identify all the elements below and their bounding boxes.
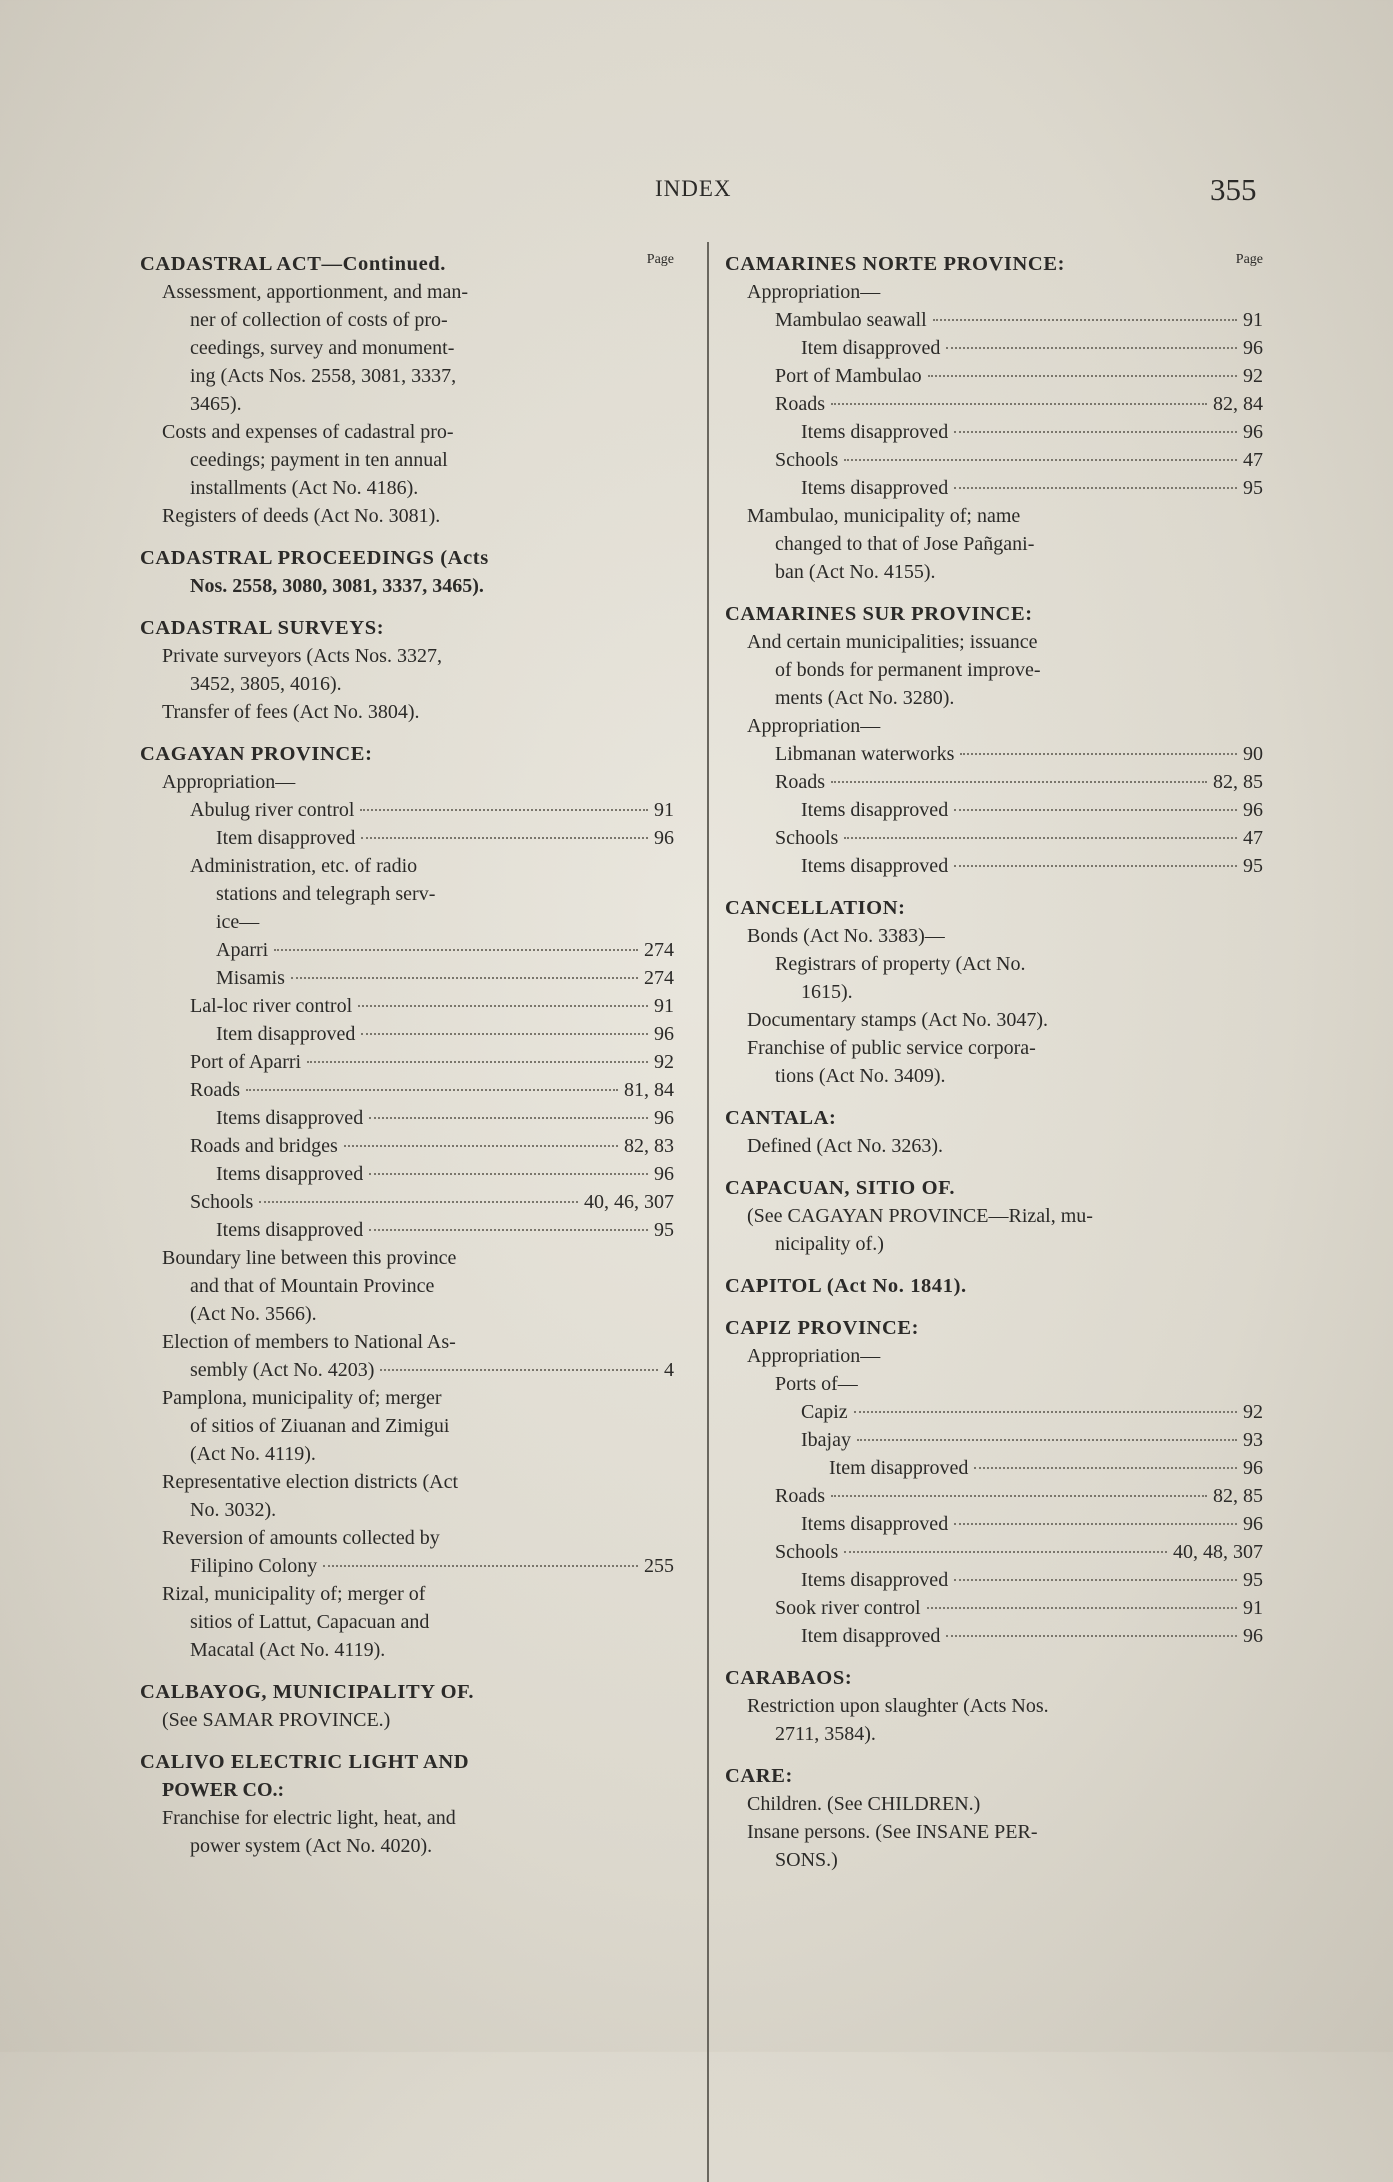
entry-text: Registers of deeds (Act No. 3081).	[162, 505, 441, 527]
entry-text: 1615).	[801, 981, 853, 1003]
page-reference: 96	[654, 1163, 674, 1185]
entry-text: Schools	[775, 449, 839, 471]
entry-text: Appropriation—	[747, 1345, 881, 1367]
dot-leader	[361, 837, 648, 839]
index-entry	[725, 950, 1263, 978]
left-column	[140, 250, 674, 1860]
dot-leader	[831, 781, 1207, 783]
page-reference: 96	[654, 1023, 674, 1045]
entry-text: Port of Aparri	[190, 1051, 302, 1073]
entry-text: Libmanan waterworks	[775, 743, 955, 765]
dot-leader	[954, 431, 1237, 433]
dot-leader	[954, 487, 1237, 489]
index-entry	[725, 1132, 1263, 1160]
index-entry	[140, 1776, 674, 1804]
index-entry	[140, 1832, 674, 1860]
dot-leader	[323, 1565, 638, 1567]
index-entry	[140, 1524, 674, 1552]
index-entry	[725, 1034, 1263, 1062]
entry-text: installments (Act No. 4186).	[190, 477, 419, 499]
dot-leader	[857, 1439, 1237, 1441]
index-heading	[725, 1104, 1263, 1132]
entry-text: Items disapproved	[801, 477, 949, 499]
index-entry	[140, 880, 674, 908]
entry-text: CADASTRAL PROCEEDINGS (Acts	[140, 547, 489, 569]
dot-leader	[246, 1089, 618, 1091]
index-entry	[140, 852, 674, 880]
entry-text: Item disapproved	[801, 1625, 941, 1647]
entry-text: (Act No. 4119).	[190, 1443, 316, 1465]
page-column-label: Page	[1235, 252, 1263, 267]
page-reference: 92	[1243, 1401, 1263, 1423]
entry-text: ban (Act No. 4155).	[775, 561, 936, 583]
index-entry	[140, 1272, 674, 1300]
entry-text: CAGAYAN PROVINCE:	[140, 743, 373, 765]
entry-text: Aparri	[216, 939, 269, 961]
index-entry	[725, 446, 1263, 474]
page-reference: 274	[644, 939, 674, 961]
page-reference: 96	[1243, 1457, 1263, 1479]
index-entry	[140, 698, 674, 726]
entry-text: Item disapproved	[216, 827, 356, 849]
index-entry	[140, 1048, 674, 1076]
index-entry	[140, 1496, 674, 1524]
entry-text: Reversion of amounts collected by	[162, 1527, 440, 1549]
index-entry	[140, 1216, 674, 1244]
entry-text: Restriction upon slaughter (Acts Nos.	[747, 1695, 1049, 1717]
dot-leader	[933, 319, 1237, 321]
index-entry	[140, 1328, 674, 1356]
index-entry	[725, 1692, 1263, 1720]
page-reference: 92	[654, 1051, 674, 1073]
entry-text: Sook river control	[775, 1597, 921, 1619]
page-reference: 96	[654, 827, 674, 849]
entry-text: nicipality of.)	[775, 1233, 884, 1255]
page-reference: 82, 85	[1213, 1485, 1263, 1507]
index-entry	[140, 1384, 674, 1412]
entry-text: Mambulao, municipality of; name	[747, 505, 1021, 527]
dot-leader	[274, 949, 638, 951]
page-reference: 95	[1243, 1569, 1263, 1591]
entry-text: Administration, etc. of radio	[190, 855, 418, 877]
entry-text: ing (Acts Nos. 2558, 3081, 3337,	[190, 365, 457, 387]
index-entry	[725, 362, 1263, 390]
page-reference: 40, 46, 307	[584, 1191, 674, 1213]
page-reference: 91	[654, 799, 674, 821]
entry-text: CANTALA:	[725, 1107, 837, 1129]
dot-leader	[927, 1607, 1237, 1609]
index-entry	[140, 474, 674, 502]
page-reference: 92	[1243, 365, 1263, 387]
index-entry	[140, 1188, 674, 1216]
index-entry	[140, 1160, 674, 1188]
entry-text: Schools	[775, 827, 839, 849]
index-entry	[725, 1818, 1263, 1846]
entry-text: And certain municipalities; issuance	[747, 631, 1038, 653]
entry-text: 3452, 3805, 4016).	[190, 673, 342, 695]
index-entry	[140, 1706, 674, 1734]
index-heading	[140, 544, 674, 572]
page-reference: 40, 48, 307	[1173, 1541, 1263, 1563]
entry-text: CANCELLATION:	[725, 897, 906, 919]
entry-text: (Act No. 3566).	[190, 1303, 317, 1325]
index-entry	[725, 656, 1263, 684]
page-reference: 82, 83	[624, 1135, 674, 1157]
index-heading	[725, 250, 1263, 278]
index-entry	[140, 278, 674, 306]
index-entry	[140, 1076, 674, 1104]
index-heading	[140, 1678, 674, 1706]
index-heading	[725, 1272, 1263, 1300]
entry-text: CAMARINES NORTE PROVINCE:	[725, 253, 1066, 275]
index-entry	[140, 1440, 674, 1468]
entry-text: Roads	[190, 1079, 240, 1101]
entry-text: Lal-loc river control	[190, 995, 353, 1017]
dot-leader	[369, 1117, 648, 1119]
index-entry	[140, 502, 674, 530]
entry-text: tions (Act No. 3409).	[775, 1065, 946, 1087]
index-entry	[725, 1846, 1263, 1874]
index-entry	[140, 796, 674, 824]
dot-leader	[360, 809, 648, 811]
entry-text: Appropriation—	[747, 715, 881, 737]
index-entry	[725, 1006, 1263, 1034]
dot-leader	[954, 809, 1237, 811]
entry-text: Registrars of property (Act No.	[775, 953, 1026, 975]
index-entry	[140, 1636, 674, 1664]
index-heading	[725, 600, 1263, 628]
index-entry	[140, 1132, 674, 1160]
entry-text: 3465).	[190, 393, 242, 415]
page-number: 355	[1210, 172, 1257, 207]
page-reference: 274	[644, 967, 674, 989]
dot-leader	[307, 1061, 648, 1063]
index-entry	[725, 1342, 1263, 1370]
entry-text: Defined (Act No. 3263).	[747, 1135, 944, 1157]
page-reference: 4	[664, 1359, 674, 1381]
page-reference: 96	[654, 1107, 674, 1129]
page-reference: 96	[1243, 337, 1263, 359]
running-title: INDEX	[655, 176, 732, 201]
entry-text: Roads	[775, 771, 825, 793]
entry-text: Items disapproved	[216, 1107, 364, 1129]
index-entry	[725, 1510, 1263, 1538]
index-entry	[725, 1398, 1263, 1426]
index-entry	[725, 712, 1263, 740]
page-reference: 91	[1243, 309, 1263, 331]
dot-leader	[954, 1523, 1237, 1525]
index-entry	[725, 1594, 1263, 1622]
entry-text: Macatal (Act No. 4119).	[190, 1639, 386, 1661]
entry-text: Rizal, municipality of; merger of	[162, 1583, 426, 1605]
entry-text: Items disapproved	[216, 1163, 364, 1185]
index-entry	[725, 922, 1263, 950]
entry-text: POWER CO.:	[162, 1779, 285, 1801]
index-entry	[140, 908, 674, 936]
index-entry	[140, 1020, 674, 1048]
entry-text: CADASTRAL ACT—Continued.	[140, 253, 447, 275]
dot-leader	[291, 977, 638, 979]
entry-text: Items disapproved	[801, 855, 949, 877]
entry-text: Item disapproved	[801, 337, 941, 359]
entry-text: of sitios of Ziuanan and Zimigui	[190, 1415, 450, 1437]
dot-leader	[954, 865, 1237, 867]
page-reference: 82, 85	[1213, 771, 1263, 793]
entry-text: Roads and bridges	[190, 1135, 338, 1157]
dot-leader	[369, 1229, 648, 1231]
index-entry	[140, 1412, 674, 1440]
entry-text: Representative election districts (Act	[162, 1471, 459, 1493]
index-entry	[725, 1230, 1263, 1258]
entry-text: Boundary line between this province	[162, 1247, 457, 1269]
index-heading	[140, 614, 674, 642]
entry-text: Abulug river control	[190, 799, 355, 821]
index-entry	[140, 446, 674, 474]
entry-text: (See CAGAYAN PROVINCE—Rizal, mu-	[747, 1205, 1093, 1227]
entry-text: Item disapproved	[216, 1023, 356, 1045]
index-entry	[725, 278, 1263, 306]
index-entry	[140, 306, 674, 334]
entry-text: Item disapproved	[829, 1457, 969, 1479]
entry-text: Mambulao seawall	[775, 309, 927, 331]
entry-text: Items disapproved	[801, 421, 949, 443]
right-column	[725, 250, 1263, 1874]
column-divider	[707, 242, 709, 2182]
dot-leader	[844, 837, 1237, 839]
index-entry	[725, 1720, 1263, 1748]
entry-text: changed to that of Jose Pañgani-	[775, 533, 1035, 555]
entry-text: CAPIZ PROVINCE:	[725, 1317, 920, 1339]
index-entry	[140, 362, 674, 390]
dot-leader	[954, 1579, 1237, 1581]
page-reference: 81, 84	[624, 1079, 674, 1101]
entry-text: Schools	[190, 1191, 254, 1213]
index-heading	[725, 1664, 1263, 1692]
index-entry	[140, 418, 674, 446]
entry-text: power system (Act No. 4020).	[190, 1835, 433, 1857]
index-entry	[725, 768, 1263, 796]
index-entry	[725, 530, 1263, 558]
entry-text: ice—	[216, 911, 260, 933]
index-entry	[140, 1244, 674, 1272]
index-entry	[725, 1202, 1263, 1230]
entry-text: Assessment, apportionment, and man-	[162, 281, 469, 303]
page-column-label: Page	[646, 252, 674, 267]
entry-text: Items disapproved	[801, 1569, 949, 1591]
page-reference: 95	[654, 1219, 674, 1241]
page-reference: 91	[1243, 1597, 1263, 1619]
entry-text: Franchise for electric light, heat, and	[162, 1807, 456, 1829]
index-entry	[725, 684, 1263, 712]
entry-text: (See SAMAR PROVINCE.)	[162, 1709, 391, 1731]
entry-text: CAPACUAN, SITIO OF.	[725, 1177, 956, 1199]
page-reference: 90	[1243, 743, 1263, 765]
dot-leader	[831, 403, 1207, 405]
index-entry	[725, 1622, 1263, 1650]
index-entry	[140, 334, 674, 362]
index-entry	[725, 1426, 1263, 1454]
entry-text: sembly (Act No. 4203)	[190, 1359, 375, 1381]
index-entry	[140, 768, 674, 796]
index-entry	[140, 824, 674, 852]
entry-text: Franchise of public service corpora-	[747, 1037, 1036, 1059]
entry-text: Children. (See CHILDREN.)	[747, 1793, 981, 1815]
dot-leader	[844, 1551, 1167, 1553]
entry-text: Roads	[775, 393, 825, 415]
entry-text: Appropriation—	[162, 771, 296, 793]
entry-text: CARABAOS:	[725, 1667, 853, 1689]
page-reference: 255	[644, 1555, 674, 1577]
page-reference: 96	[1243, 1513, 1263, 1535]
index-entry	[140, 992, 674, 1020]
entry-text: CADASTRAL SURVEYS:	[140, 617, 385, 639]
index-entry	[140, 1468, 674, 1496]
page-reference: 82, 84	[1213, 393, 1263, 415]
index-heading	[725, 1174, 1263, 1202]
entry-text: Roads	[775, 1485, 825, 1507]
entry-text: Capiz	[801, 1401, 848, 1423]
page-reference: 47	[1243, 827, 1263, 849]
entry-text: Schools	[775, 1541, 839, 1563]
page-reference: 96	[1243, 799, 1263, 821]
page-reference: 47	[1243, 449, 1263, 471]
index-heading	[140, 1748, 674, 1776]
index-entry	[140, 1580, 674, 1608]
index-heading	[725, 894, 1263, 922]
entry-text: CALIVO ELECTRIC LIGHT AND	[140, 1751, 470, 1773]
dot-leader	[380, 1369, 658, 1371]
dot-leader	[259, 1201, 578, 1203]
entry-text: Private surveyors (Acts Nos. 3327,	[162, 645, 442, 667]
entry-text: Items disapproved	[801, 1513, 949, 1535]
page-reference: 93	[1243, 1429, 1263, 1451]
index-entry	[725, 1062, 1263, 1090]
index-entry	[725, 1790, 1263, 1818]
entry-text: No. 3032).	[190, 1499, 277, 1521]
index-entry	[140, 1552, 674, 1580]
index-entry	[140, 390, 674, 418]
entry-text: Items disapproved	[801, 799, 949, 821]
entry-text: CAMARINES SUR PROVINCE:	[725, 603, 1033, 625]
entry-text: ner of collection of costs of pro-	[190, 309, 448, 331]
index-entry	[725, 390, 1263, 418]
index-heading	[725, 1314, 1263, 1342]
index-entry	[725, 1566, 1263, 1594]
index-entry	[140, 1104, 674, 1132]
entry-text: Costs and expenses of cadastral pro-	[162, 421, 454, 443]
page-reference: 96	[1243, 1625, 1263, 1647]
index-entry	[725, 1454, 1263, 1482]
entry-text: Pamplona, municipality of; merger	[162, 1387, 442, 1409]
dot-leader	[844, 459, 1237, 461]
index-entry	[725, 628, 1263, 656]
entry-text: Nos. 2558, 3080, 3081, 3337, 3465).	[190, 575, 484, 597]
index-entry	[140, 670, 674, 698]
index-entry	[140, 1608, 674, 1636]
entry-text: Items disapproved	[216, 1219, 364, 1241]
entry-text: Documentary stamps (Act No. 3047).	[747, 1009, 1049, 1031]
entry-text: Appropriation—	[747, 281, 881, 303]
index-entry	[725, 978, 1263, 1006]
index-entry	[140, 1300, 674, 1328]
page-reference: 95	[1243, 477, 1263, 499]
dot-leader	[960, 753, 1237, 755]
index-entry	[140, 1356, 674, 1384]
index-entry	[725, 740, 1263, 768]
index-entry	[725, 852, 1263, 880]
entry-text: sitios of Lattut, Capacuan and	[190, 1611, 430, 1633]
entry-text: Transfer of fees (Act No. 3804).	[162, 701, 420, 723]
index-entry	[725, 1370, 1263, 1398]
entry-text: CALBAYOG, MUNICIPALITY OF.	[140, 1681, 475, 1703]
entry-text: Election of members to National As-	[162, 1331, 456, 1353]
entry-text: CAPITOL (Act No. 1841).	[725, 1275, 967, 1297]
entry-text: ceedings, survey and monument-	[190, 337, 455, 359]
entry-text: Ports of—	[775, 1373, 858, 1395]
entry-text: ceedings; payment in ten annual	[190, 449, 448, 471]
entry-text: Misamis	[216, 967, 285, 989]
index-entry	[140, 572, 674, 600]
index-entry	[140, 964, 674, 992]
page-reference: 91	[654, 995, 674, 1017]
entry-text: Insane persons. (See INSANE PER-	[747, 1821, 1038, 1843]
index-entry	[725, 474, 1263, 502]
dot-leader	[361, 1033, 648, 1035]
entry-text: Port of Mambulao	[775, 365, 922, 387]
index-entry	[725, 824, 1263, 852]
index-entry	[725, 558, 1263, 586]
entry-text: Ibajay	[801, 1429, 851, 1451]
index-entry	[725, 502, 1263, 530]
dot-leader	[831, 1495, 1207, 1497]
index-entry	[725, 334, 1263, 362]
index-entry	[725, 306, 1263, 334]
entry-text: 2711, 3584).	[775, 1723, 876, 1745]
page-reference: 95	[1243, 855, 1263, 877]
index-entry	[140, 1804, 674, 1832]
dot-leader	[974, 1467, 1237, 1469]
index-entry	[140, 642, 674, 670]
dot-leader	[946, 347, 1237, 349]
index-entry	[725, 1482, 1263, 1510]
index-heading	[725, 1762, 1263, 1790]
entry-text: CARE:	[725, 1765, 793, 1787]
entry-text: stations and telegraph serv-	[216, 883, 436, 905]
dot-leader	[946, 1635, 1237, 1637]
dot-leader	[369, 1173, 648, 1175]
index-entry	[725, 796, 1263, 824]
entry-text: and that of Mountain Province	[190, 1275, 435, 1297]
index-entry	[725, 418, 1263, 446]
dot-leader	[358, 1005, 648, 1007]
index-entry	[140, 936, 674, 964]
index-heading	[140, 250, 674, 278]
page-reference: 96	[1243, 421, 1263, 443]
index-heading	[140, 740, 674, 768]
dot-leader	[854, 1411, 1237, 1413]
entry-text: of bonds for permanent improve-	[775, 659, 1041, 681]
entry-text: ments (Act No. 3280).	[775, 687, 955, 709]
index-entry	[725, 1538, 1263, 1566]
entry-text: Bonds (Act No. 3383)—	[747, 925, 945, 947]
dot-leader	[344, 1145, 618, 1147]
dot-leader	[928, 375, 1237, 377]
entry-text: Filipino Colony	[190, 1555, 318, 1577]
entry-text: SONS.)	[775, 1849, 838, 1871]
